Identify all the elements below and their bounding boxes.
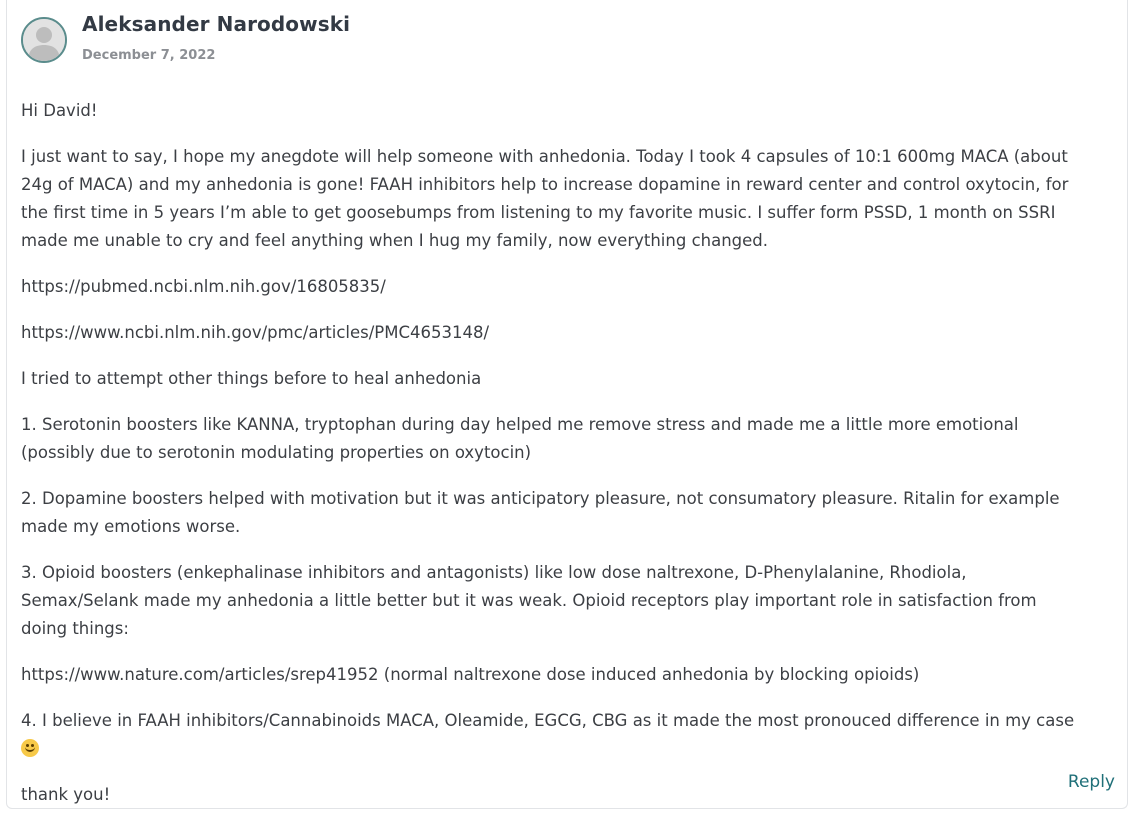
comment-link-nature: https://www.nature.com/articles/srep41952 (normal naltrexone dose induced anhedonia by blocking opioids) xyxy=(21,665,920,684)
comment-link-pubmed: https://pubmed.ncbi.nlm.nih.gov/16805835/ xyxy=(21,277,386,296)
comment-paragraph: I tried to attempt other things before to heal anhedonia xyxy=(21,369,482,388)
comment-list-item-1: 1. Serotonin boosters like KANNA, tryptophan during day helped me remove stress and made me a little more emotional (possibly due to serotonin modulating properties on oxytocin) xyxy=(21,415,1019,462)
comment-author-name[interactable]: Aleksander Narodowski xyxy=(82,12,351,36)
comment-paragraph: I just want to say, I hope my anegdote will help someone with anhedonia. Today I took 4 capsules of 10:1 600mg MACA (about 24g of MACA) and my anhedonia is gone! FAAH inhibitors help to increase dopamine in reward center and control oxytocin, for the first time in 5 years I’m able to get goosebumps from listening to my favorite music. I suffer form PSSD, 1 month on SSRI made me unable to cry and feel anything when I hug my family, now everything changed. xyxy=(21,147,1069,250)
comment-list-item-2: 2. Dopamine boosters helped with motivation but it was anticipatory pleasure, not consumatory pleasure. Ritalin for example made my emotions worse. xyxy=(21,489,1060,536)
comment-link-ncbi: https://www.ncbi.nlm.nih.gov/pmc/articles/PMC4653148/ xyxy=(21,323,490,342)
comment-list-item-4 xyxy=(21,707,1081,763)
comment-list-item-3: 3. Opioid boosters (enkephalinase inhibitors and antagonists) like low dose naltrexone, D-Phenylalanine, Rhodiola, Semax/Selank made my anhedonia a little better but it was weak. Opioid receptors play important role in satisfaction from doing things: xyxy=(21,563,1037,638)
comment-list-item-4-text: 4. I believe in FAAH inhibitors/Cannabinoids MACA, Oleamide, EGCG, CBG as it made the most pronouced difference in my case xyxy=(21,711,1075,730)
comment-body xyxy=(21,97,1081,827)
comment-greeting: Hi David! xyxy=(21,101,98,120)
default-user-avatar-icon xyxy=(21,17,67,63)
slightly-smiling-face-icon xyxy=(21,739,39,757)
comment-signoff: thank you! xyxy=(21,785,111,804)
comment-card xyxy=(6,0,1128,809)
reply-button[interactable]: Reply xyxy=(1067,772,1115,792)
comment-date[interactable]: December 7, 2022 xyxy=(82,48,216,63)
